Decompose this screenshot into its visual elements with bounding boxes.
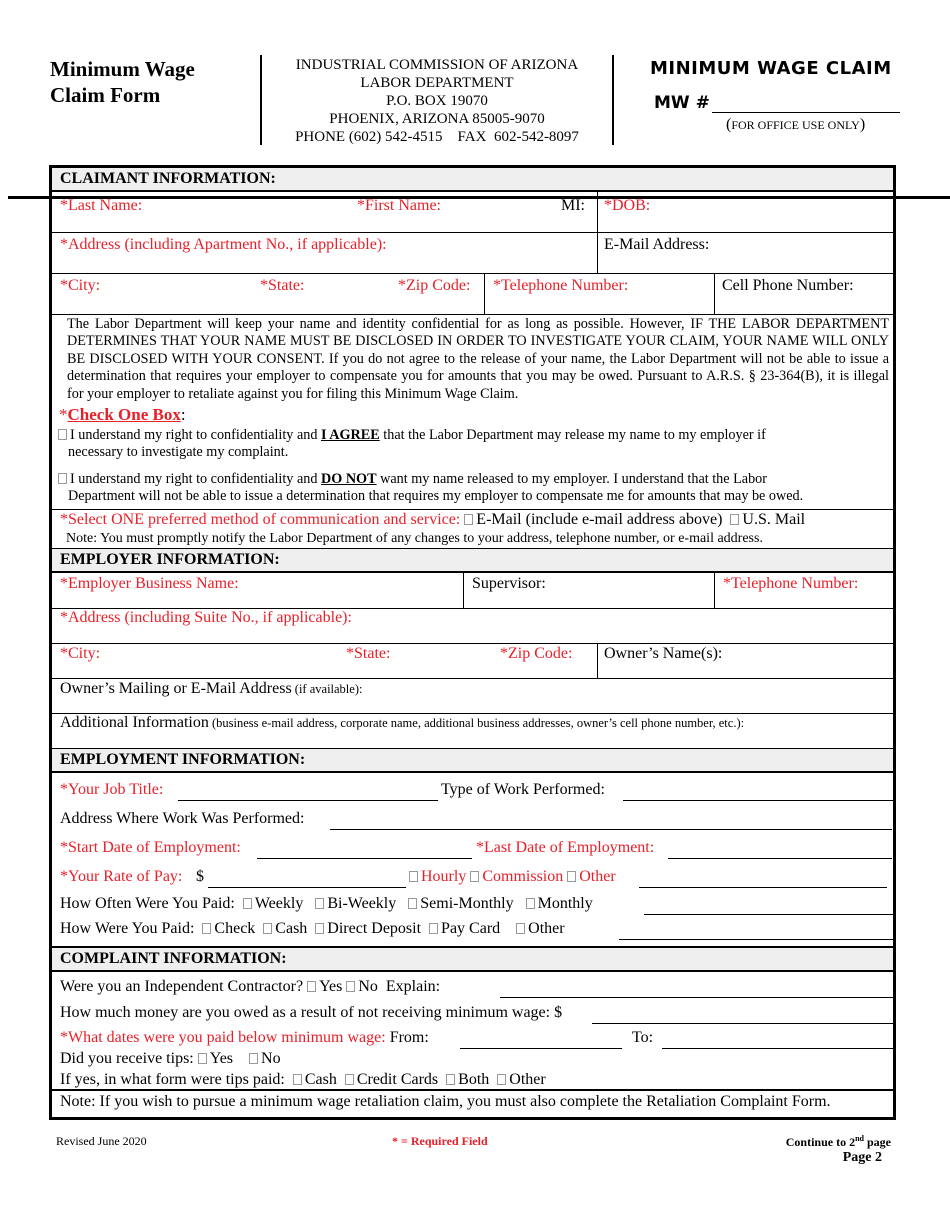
agree-emphasis: I AGREE [320, 427, 380, 443]
additional-info-note: (business e-mail address, corporate name, additional business addresses, owner’s cell phone number, etc.): [208, 716, 745, 730]
cell-phone-cell[interactable] [714, 274, 893, 314]
zip-label: *Zip Code: [398, 277, 471, 294]
confidentiality-notice: The Labor Department will keep your name and identity confidential for as long as possible. However, IF THE LABOR DEPARTMENT DETERMINES THAT YOUR NAME MUST BE DISCLOSED IN ORDER TO INVESTIGATE YOUR CLAIM, YOUR NAME WILL ONLY BE DISCLOSED WITH YOUR CONSENT. If you do not agree to the release of your name, the Labor Department will not be able to issue a determination that requires your employer to compensate you for amounts that you may be owed. Pursuant to A.R.S. § 23-364(B), it is illegal for your employer to retaliate against you for filing this Minimum Wage Claim. [67, 316, 889, 402]
header-divider-right [612, 55, 614, 145]
owner-names-cell[interactable] [597, 644, 893, 678]
employer-zip-label: *Zip Code: [500, 645, 573, 662]
contractor-no-checkbox[interactable] [346, 981, 355, 992]
communication-note: Note: You must promptly notify the Labor Department of any changes to your address, telephone number, or e-mail address. [66, 531, 763, 546]
last-date-field[interactable] [668, 858, 892, 859]
first-name-label: *First Name: [357, 197, 441, 214]
decline-text-pre: I understand my right to confidentiality and [70, 471, 321, 487]
additional-info-text: Additional Information [60, 714, 209, 731]
from-label: From: [389, 1029, 429, 1046]
form-title-line1: Minimum Wage [50, 57, 195, 81]
complaint-section-header: COMPLAINT INFORMATION: [52, 948, 893, 972]
owner-mailing-row[interactable] [52, 679, 893, 714]
start-date-label: *Start Date of Employment: [60, 839, 241, 856]
claim-title: MINIMUM WAGE CLAIM [650, 58, 892, 79]
tips-yes-label: Yes [209, 1050, 234, 1067]
agency-name: INDUSTRIAL COMMISSION OF ARIZONA [295, 57, 579, 73]
last-date-label: *Last Date of Employment: [476, 839, 655, 856]
employer-city-row [52, 644, 893, 679]
commission-checkbox[interactable] [470, 871, 479, 882]
tips-credit-label: Credit Cards [356, 1071, 439, 1088]
telephone-label: *Telephone Number: [493, 277, 629, 294]
check-label: Check One Box [67, 405, 181, 424]
owner-names-label: Owner’s Name(s): [604, 645, 723, 662]
tips-form-label: If yes, in what form were tips paid: [60, 1071, 285, 1088]
monthly-checkbox[interactable] [526, 898, 535, 909]
monthly-label: Monthly [537, 895, 593, 912]
agency-po-box: P.O. BOX 19070 [386, 93, 488, 109]
city-label: *City: [60, 277, 101, 294]
form-title [50, 56, 260, 108]
confidentiality-block [52, 315, 893, 510]
decline-text-line2: Department will not be able to issue a determination that requires my employer to compensate me for amounts that may be owed. [68, 488, 804, 505]
from-date-field[interactable] [460, 1048, 622, 1049]
semimonthly-label: Semi-Monthly [420, 895, 514, 912]
supervisor-label: Supervisor: [472, 575, 546, 592]
claimant-name-row [52, 192, 893, 233]
office-use-paren-close: ) [859, 116, 866, 133]
communication-row [52, 510, 893, 549]
name-cell[interactable] [52, 192, 597, 232]
explain-field[interactable] [500, 997, 893, 998]
additional-info-label [60, 714, 744, 732]
decline-checkbox[interactable] [58, 473, 67, 484]
pay-card-label: Pay Card [441, 920, 501, 937]
job-title-label: *Your Job Title: [60, 781, 164, 798]
employer-city-state-zip-cell[interactable] [52, 644, 597, 678]
consent-decline-option [58, 471, 803, 506]
rate-other-field[interactable] [639, 887, 887, 888]
rate-type-options [409, 868, 616, 886]
owner-mailing-label [60, 680, 362, 698]
communication-label: *Select ONE preferred method of communication and service: [60, 511, 461, 528]
claimant-section-header: CLAIMANT INFORMATION: [52, 168, 893, 192]
owner-mailing-text: Owner’s Mailing or E-Mail Address [60, 680, 292, 697]
agree-text-post: that the Labor Department may release my name to my employer if [379, 427, 766, 443]
tips-both-checkbox[interactable] [446, 1074, 455, 1085]
tips-label: Did you receive tips: [60, 1050, 194, 1067]
tips-other-label: Other [509, 1071, 546, 1088]
required-field-legend: * = Required Field [392, 1134, 488, 1148]
pay-frequency-label: How Often Were You Paid: [60, 895, 235, 912]
decline-text-post: want my name released to my employer. I understand that the Labor [376, 471, 767, 487]
mail-method-checkbox[interactable] [730, 514, 739, 525]
owed-field[interactable] [592, 1023, 893, 1024]
employer-telephone-label: *Telephone Number: [723, 575, 859, 592]
agree-checkbox[interactable] [58, 429, 67, 440]
work-type-label: Type of Work Performed: [441, 781, 605, 798]
weekly-checkbox[interactable] [243, 898, 252, 909]
decline-emphasis: DO NOT [320, 471, 377, 487]
business-name-label: *Employer Business Name: [60, 575, 239, 592]
continue-note [600, 1134, 891, 1150]
agency-city: PHOENIX, ARIZONA 85005-9070 [329, 111, 545, 127]
additional-info-row[interactable] [52, 714, 893, 749]
dates-question [60, 1029, 429, 1047]
tips-both-label: Both [458, 1071, 490, 1088]
claimant-address-row [52, 233, 893, 274]
tips-question [60, 1050, 281, 1068]
state-label: *State: [260, 277, 305, 294]
check-one-box-label [59, 405, 186, 425]
semimonthly-checkbox[interactable] [408, 898, 417, 909]
mi-label: MI: [561, 197, 585, 214]
employment-block [52, 773, 893, 948]
mw-number-label: MW # [654, 93, 710, 113]
contractor-question [60, 978, 440, 996]
consent-agree-option [58, 427, 766, 462]
continue-text: Continue to 2 [785, 1135, 856, 1149]
email-label: E-Mail Address: [604, 236, 710, 253]
pay-method-other-field[interactable] [619, 939, 893, 940]
owner-mailing-note: (if available): [291, 682, 363, 696]
job-title-field[interactable] [178, 800, 438, 801]
employer-city-label: *City: [60, 645, 101, 662]
cash-method-label: Cash [275, 920, 308, 937]
tips-other-field[interactable] [598, 1089, 893, 1090]
employer-section-header: EMPLOYER INFORMATION: [52, 549, 893, 573]
check-colon: : [180, 405, 186, 424]
tips-yes-checkbox[interactable] [198, 1053, 207, 1064]
agency-address [262, 56, 612, 146]
form-header [0, 52, 950, 148]
pay-method-label: How Were You Paid: [60, 920, 195, 937]
office-use-note [726, 116, 865, 134]
office-use-paren-open: ( [726, 116, 732, 133]
employer-address-label: *Address (including Suite No., if applicable): [60, 609, 352, 626]
tips-cash-checkbox[interactable] [293, 1074, 302, 1085]
pay-card-checkbox[interactable] [429, 923, 438, 934]
agency-department: LABOR DEPARTMENT [360, 75, 514, 91]
rate-other-checkbox[interactable] [567, 871, 576, 882]
employer-telephone-cell[interactable] [714, 573, 893, 608]
rate-dollar: $ [196, 868, 204, 885]
direct-deposit-checkbox[interactable] [315, 923, 324, 934]
dob-label: *DOB: [604, 197, 651, 214]
pay-frequency-field[interactable] [644, 914, 893, 915]
email-cell[interactable] [597, 233, 893, 273]
page-number: Page 2 [842, 1150, 882, 1165]
hourly-checkbox[interactable] [409, 871, 418, 882]
owed-label: How much money are you owed as a result of not receiving minimum wage: $ [60, 1004, 563, 1021]
check-star: * [59, 405, 68, 424]
hourly-label: Hourly [421, 868, 467, 885]
email-method-checkbox[interactable] [464, 514, 473, 525]
rate-field[interactable] [208, 887, 406, 888]
contractor-no-label: No [358, 978, 378, 995]
cash-method-checkbox[interactable] [263, 923, 272, 934]
form-title-line2: Claim Form [50, 83, 161, 107]
business-name-cell[interactable] [52, 573, 463, 608]
dates-label: *What dates were you paid below minimum wage: [60, 1029, 386, 1046]
retaliation-note: Note: If you wish to pursue a minimum wage retaliation claim, you must also complete the Retaliation Complaint Form. [60, 1093, 831, 1110]
work-address-field[interactable] [330, 829, 892, 830]
agency-phone-fax: PHONE (602) 542-4515 FAX 602-542-8097 [295, 129, 579, 145]
direct-deposit-label: Direct Deposit [327, 920, 422, 937]
pay-method-options [60, 920, 565, 938]
tips-no-label: No [261, 1050, 281, 1067]
address-cell[interactable] [52, 233, 597, 273]
start-date-field[interactable] [257, 858, 472, 859]
to-label: To: [632, 1029, 654, 1046]
mail-method-label: U.S. Mail [742, 511, 806, 528]
check-method-checkbox[interactable] [202, 923, 211, 934]
employer-state-label: *State: [346, 645, 391, 662]
biweekly-checkbox[interactable] [315, 898, 324, 909]
contractor-label: Were you an Independent Contractor? [60, 978, 304, 995]
address-label: *Address (including Apartment No., if applicable): [60, 236, 387, 253]
cell-phone-label: Cell Phone Number: [722, 277, 854, 294]
communication-options [60, 511, 805, 529]
weekly-label: Weekly [254, 895, 304, 912]
agree-text-pre: I understand my right to confidentiality and [70, 427, 321, 443]
tips-credit-checkbox[interactable] [345, 1074, 354, 1085]
claimant-city-row [52, 274, 893, 315]
claim-form [49, 165, 896, 1120]
pay-frequency-options [60, 895, 593, 913]
employer-name-row [52, 573, 893, 609]
to-date-field[interactable] [662, 1048, 893, 1049]
supervisor-cell[interactable] [463, 573, 714, 608]
dob-cell[interactable] [597, 192, 893, 232]
biweekly-label: Bi-Weekly [327, 895, 397, 912]
tips-form-question [60, 1071, 546, 1089]
employer-address-row[interactable] [52, 609, 893, 644]
method-other-label: Other [528, 920, 565, 937]
contractor-yes-checkbox[interactable] [307, 981, 316, 992]
mw-number-field[interactable] [712, 112, 900, 113]
complaint-block [52, 972, 893, 1091]
revised-date: Revised June 2020 [56, 1134, 147, 1148]
rate-other-label: Other [579, 868, 616, 885]
tips-cash-label: Cash [304, 1071, 337, 1088]
rate-label: *Your Rate of Pay: [60, 868, 183, 885]
contractor-yes-label: Yes [319, 978, 343, 995]
commission-label: Commission [482, 868, 564, 885]
telephone-cell[interactable] [484, 274, 714, 314]
check-method-label: Check [214, 920, 256, 937]
tips-other-checkbox[interactable] [497, 1074, 506, 1085]
work-address-label: Address Where Work Was Performed: [60, 810, 305, 827]
continue-ordinal: nd [855, 1134, 864, 1143]
continue-suffix: page [864, 1135, 891, 1149]
work-type-field[interactable] [623, 800, 893, 801]
city-state-zip-cell[interactable] [52, 274, 484, 314]
method-other-checkbox[interactable] [516, 923, 525, 934]
tips-no-checkbox[interactable] [249, 1053, 258, 1064]
explain-label: Explain: [385, 978, 441, 995]
employment-section-header: EMPLOYMENT INFORMATION: [52, 749, 893, 773]
agree-text-line2: necessary to investigate my complaint. [68, 444, 289, 461]
last-name-label: *Last Name: [60, 197, 143, 214]
retaliation-note-row [52, 1091, 893, 1117]
office-use-text: FOR OFFICE USE ONLY [731, 118, 860, 132]
email-method-label: E-Mail (include e-mail address above) [476, 511, 723, 528]
